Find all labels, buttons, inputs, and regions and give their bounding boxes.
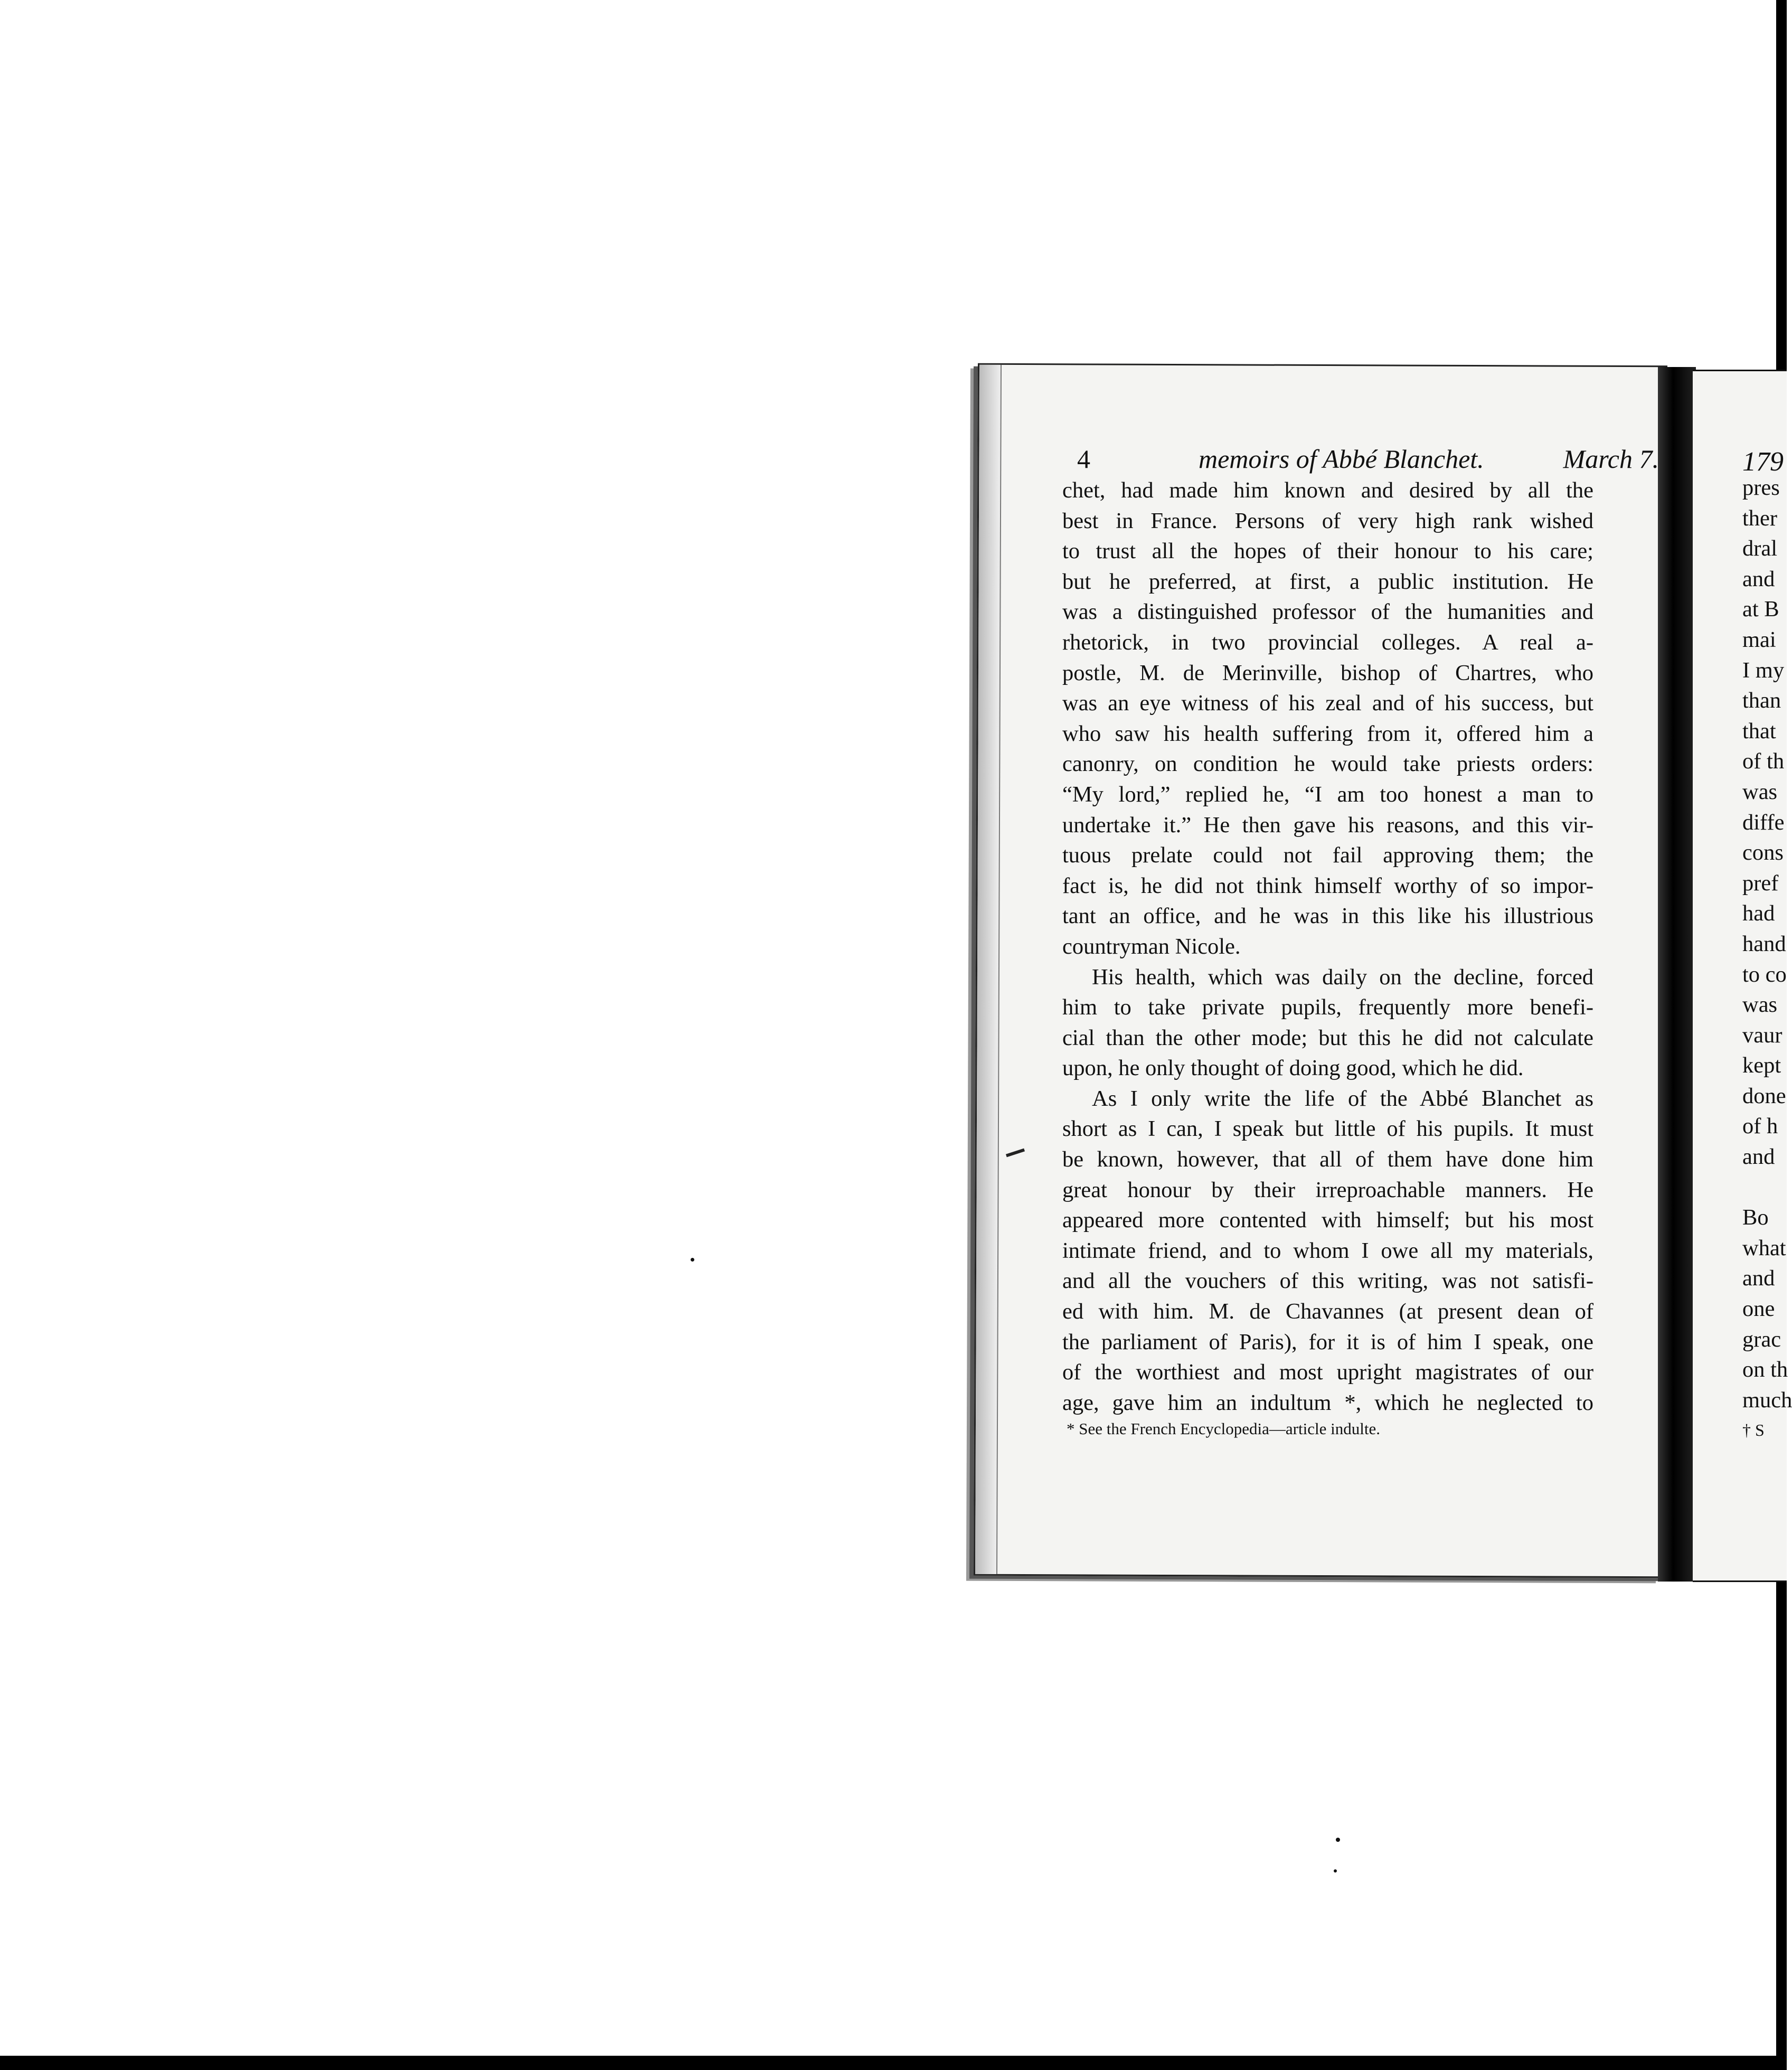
book-gutter [1658, 367, 1696, 1582]
text-line: As I only write the life of the Abbé Blanchet as [1092, 1086, 1593, 1111]
text-line: and all the vouchers of this writing, was not satisfi- [1062, 1268, 1593, 1294]
text-line: age, gave him an indultum *, which he neglected to [1062, 1390, 1593, 1415]
text-line: great honour by their irreproachable manners. He [1062, 1177, 1593, 1202]
text-line: the parliament of Paris), for it is of him I speak, one [1062, 1329, 1593, 1354]
text-fragment: pref [1742, 870, 1779, 896]
text-fragment: done [1742, 1083, 1786, 1108]
right-page-body [1742, 473, 1790, 1446]
text-fragment: vaur [1742, 1022, 1782, 1048]
text-fragment: hand [1742, 931, 1786, 956]
text-line: be known, however, that all of them have done him [1062, 1147, 1593, 1172]
page-edge [975, 365, 1002, 1574]
text-line: “My lord,” replied he, “I am too honest a man to [1062, 782, 1593, 807]
text-fragment: that [1742, 718, 1776, 744]
text-line: countryman Nicole. [1062, 934, 1241, 959]
text-fragment: Bo [1742, 1205, 1769, 1230]
right-page-number: 179 [1742, 447, 1784, 477]
text-fragment: much [1742, 1387, 1792, 1413]
text-fragment: was [1742, 992, 1778, 1018]
footnote: * See the French Encyclopedia—article indulte. [1067, 1419, 1380, 1438]
text-fragment: on th [1742, 1357, 1788, 1382]
scan-speck [1336, 1838, 1340, 1842]
text-line: canonry, on condition he would take priests orders: [1062, 751, 1593, 777]
text-fragment: was [1742, 779, 1778, 804]
text-line: was a distinguished professor of the humanities and [1062, 599, 1593, 625]
text-line: to trust all the hopes of their honour to his care; [1062, 539, 1593, 564]
text-fragment: than [1742, 688, 1781, 713]
text-line: fact is, he did not think himself worthy of so impor- [1062, 873, 1593, 898]
text-line: upon, he only thought of doing good, which he did. [1062, 1056, 1524, 1081]
text-fragment: ther [1742, 505, 1778, 531]
text-fragment: grac [1742, 1326, 1781, 1352]
text-line: him to take private pupils, frequently more benefi- [1062, 995, 1593, 1020]
text-fragment: dral [1742, 536, 1778, 561]
text-fragment: and [1742, 1144, 1775, 1170]
text-line: of the worthiest and most upright magistrates of our [1062, 1360, 1593, 1385]
text-fragment: of th [1742, 749, 1785, 774]
left-page-body [1062, 475, 1593, 1418]
text-line: appeared more contented with himself; but his most [1062, 1208, 1593, 1233]
text-fragment: had [1742, 901, 1775, 926]
text-fragment: cons [1742, 840, 1784, 865]
text-line: undertake it.” He then gave his reasons, and this vir- [1062, 812, 1593, 838]
running-date: March 7. [1563, 444, 1659, 474]
text-line: but he preferred, at first, a public institution. He [1062, 569, 1593, 594]
text-line: intimate friend, and to whom I owe all my materials, [1062, 1238, 1593, 1263]
text-line: was an eye witness of his zeal and of his success, but [1062, 691, 1593, 716]
text-line: chet, had made him known and desired by all the [1062, 478, 1593, 503]
text-fragment: I my [1742, 657, 1785, 683]
text-fragment: kept [1742, 1053, 1781, 1078]
scan-speck [1334, 1869, 1337, 1873]
text-line: postle, M. de Merinville, bishop of Chartres, who [1062, 660, 1593, 685]
text-line: His health, which was daily on the decline, forced [1092, 964, 1593, 990]
text-fragment: one [1742, 1296, 1775, 1322]
text-fragment: pres [1742, 475, 1780, 500]
scan-speck [691, 1258, 694, 1262]
text-fragment: † S [1742, 1420, 1765, 1440]
text-line: cial than the other mode; but this he did not calculate [1062, 1025, 1593, 1050]
text-fragment: at B [1742, 597, 1779, 622]
text-fragment: and [1742, 1266, 1775, 1291]
text-line: who saw his health suffering from it, offered him a [1062, 721, 1593, 746]
text-line: short as I can, I speak but little of his pupils. It must [1062, 1116, 1593, 1142]
text-line: rhetorick, in two provincial colleges. A real a- [1062, 629, 1593, 655]
text-line: best in France. Persons of very high rank wished [1062, 508, 1593, 533]
text-line: ed with him. M. de Chavannes (at present dean of [1062, 1299, 1593, 1324]
text-line: tant an office, and he was in this like his illustrious [1062, 904, 1593, 929]
text-fragment: mai [1742, 627, 1776, 652]
page-number: 4 [1077, 444, 1090, 474]
text-line: tuous prelate could not fail approving them; the [1062, 843, 1593, 868]
text-fragment: of h [1742, 1114, 1778, 1139]
text-fragment [1742, 1172, 1790, 1203]
text-fragment: to co [1742, 962, 1787, 987]
scan-border-bottom [0, 2056, 1787, 2070]
running-title: memoirs of Abbé Blanchet. [1199, 444, 1484, 474]
text-fragment: and [1742, 566, 1775, 591]
text-fragment: what [1742, 1235, 1786, 1260]
text-fragment: diffe [1742, 810, 1785, 835]
